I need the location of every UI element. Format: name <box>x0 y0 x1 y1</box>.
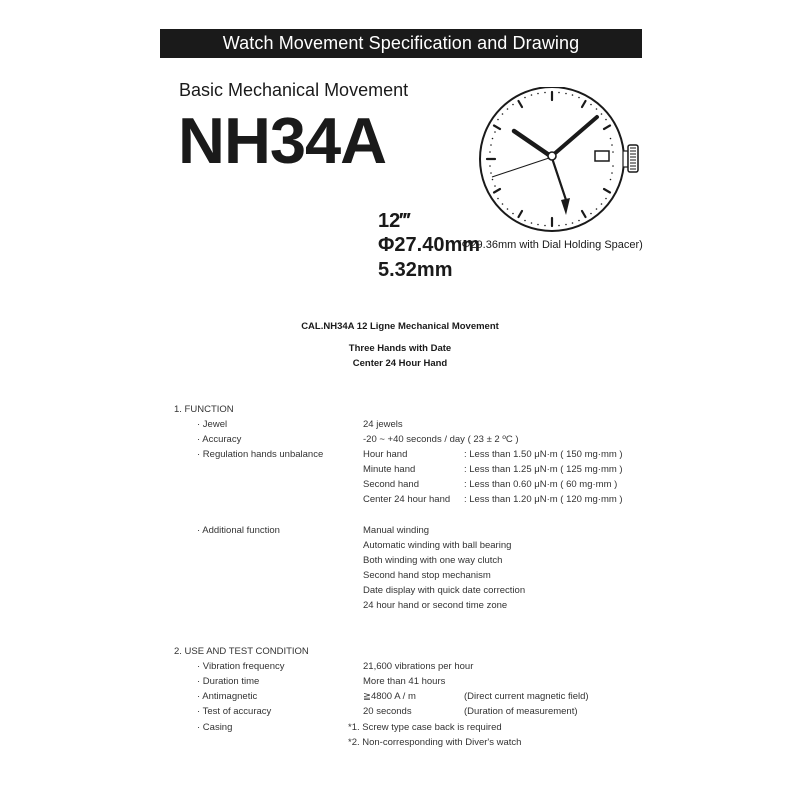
section-heading: 2. USE AND TEST CONDITION <box>174 646 309 657</box>
row-value: -20 ~ +40 seconds / day ( 23 ± 2 ºC ) <box>363 434 519 445</box>
second-hand <box>492 157 552 177</box>
hands-description: Center 24 Hour Hand <box>352 358 448 369</box>
row-label: · Duration time <box>197 676 260 687</box>
footnote: *1. Screw type case back is required <box>348 722 502 733</box>
row-label: · Vibration frequency <box>197 661 285 672</box>
row-value: 24 jewels <box>363 419 403 430</box>
model-number: NH34A <box>178 104 387 177</box>
center-pinion <box>548 152 556 160</box>
row-label: · Test of accuracy <box>197 706 272 717</box>
list-item: Manual winding <box>363 525 430 536</box>
date-window <box>595 151 609 161</box>
list-item: Date display with quick date correction <box>363 585 526 596</box>
row-label: · Regulation hands unbalance <box>197 449 324 460</box>
hour-hand <box>514 131 549 155</box>
row-label: · Additional function <box>197 525 280 536</box>
row-label: · Jewel <box>197 419 228 430</box>
row-value: More than 41 hours <box>363 676 446 687</box>
movement-type: Basic Mechanical Movement <box>179 80 409 100</box>
24-hour-hand-arrow <box>561 198 570 215</box>
crown <box>623 145 638 172</box>
hand-name: Minute hand <box>363 464 416 475</box>
list-item: Automatic winding with ball bearing <box>363 540 512 551</box>
row-value: 20 seconds <box>363 706 412 717</box>
section-heading: 1. FUNCTION <box>174 404 234 415</box>
footnote: *2. Non-corresponding with Diver's watch <box>348 737 522 748</box>
list-item: Both winding with one way clutch <box>363 555 503 566</box>
hand-value: : Less than 0.60 μN·m ( 60 mg·mm ) <box>464 479 618 490</box>
list-item: Second hand stop mechanism <box>363 570 491 581</box>
hand-name: Second hand <box>363 479 419 490</box>
hands-description: Three Hands with Date <box>348 343 452 354</box>
caliber-title: CAL.NH34A 12 Ligne Mechanical Movement <box>301 321 499 332</box>
spec-value: 12‴ <box>378 210 410 232</box>
spec-value: 5.32mm <box>378 259 453 281</box>
page-title: Watch Movement Specification and Drawing <box>222 33 580 53</box>
header-bar <box>160 29 642 58</box>
row-label: · Accuracy <box>197 434 242 445</box>
row-value: ≧4800 A / m <box>363 691 416 702</box>
minute-hand <box>553 117 597 155</box>
spec-value: Φ27.40mm <box>378 234 481 256</box>
row-label: · Casing <box>197 722 233 733</box>
row-value: 21,600 vibrations per hour <box>363 661 474 672</box>
watch-dial-drawing <box>476 87 644 237</box>
row-note: (Direct current magnetic field) <box>464 691 589 702</box>
hand-value: : Less than 1.25 μN·m ( 125 mg·mm ) <box>464 464 623 475</box>
hand-value: : Less than 1.50 μN·m ( 150 mg·mm ) <box>464 449 623 460</box>
hand-value: : Less than 1.20 μN·m ( 120 mg·mm ) <box>464 494 623 505</box>
center-24-hour-hand <box>552 158 567 203</box>
hand-name: Center 24 hour hand <box>363 494 451 505</box>
row-note: (Duration of measurement) <box>464 706 578 717</box>
list-item: 24 hour hand or second time zone <box>363 600 508 611</box>
hand-name: Hour hand <box>363 449 408 460</box>
spec-note: (Φ29.36mm with Dial Holding Spacer) <box>458 239 643 251</box>
row-label: · Antimagnetic <box>197 691 258 702</box>
